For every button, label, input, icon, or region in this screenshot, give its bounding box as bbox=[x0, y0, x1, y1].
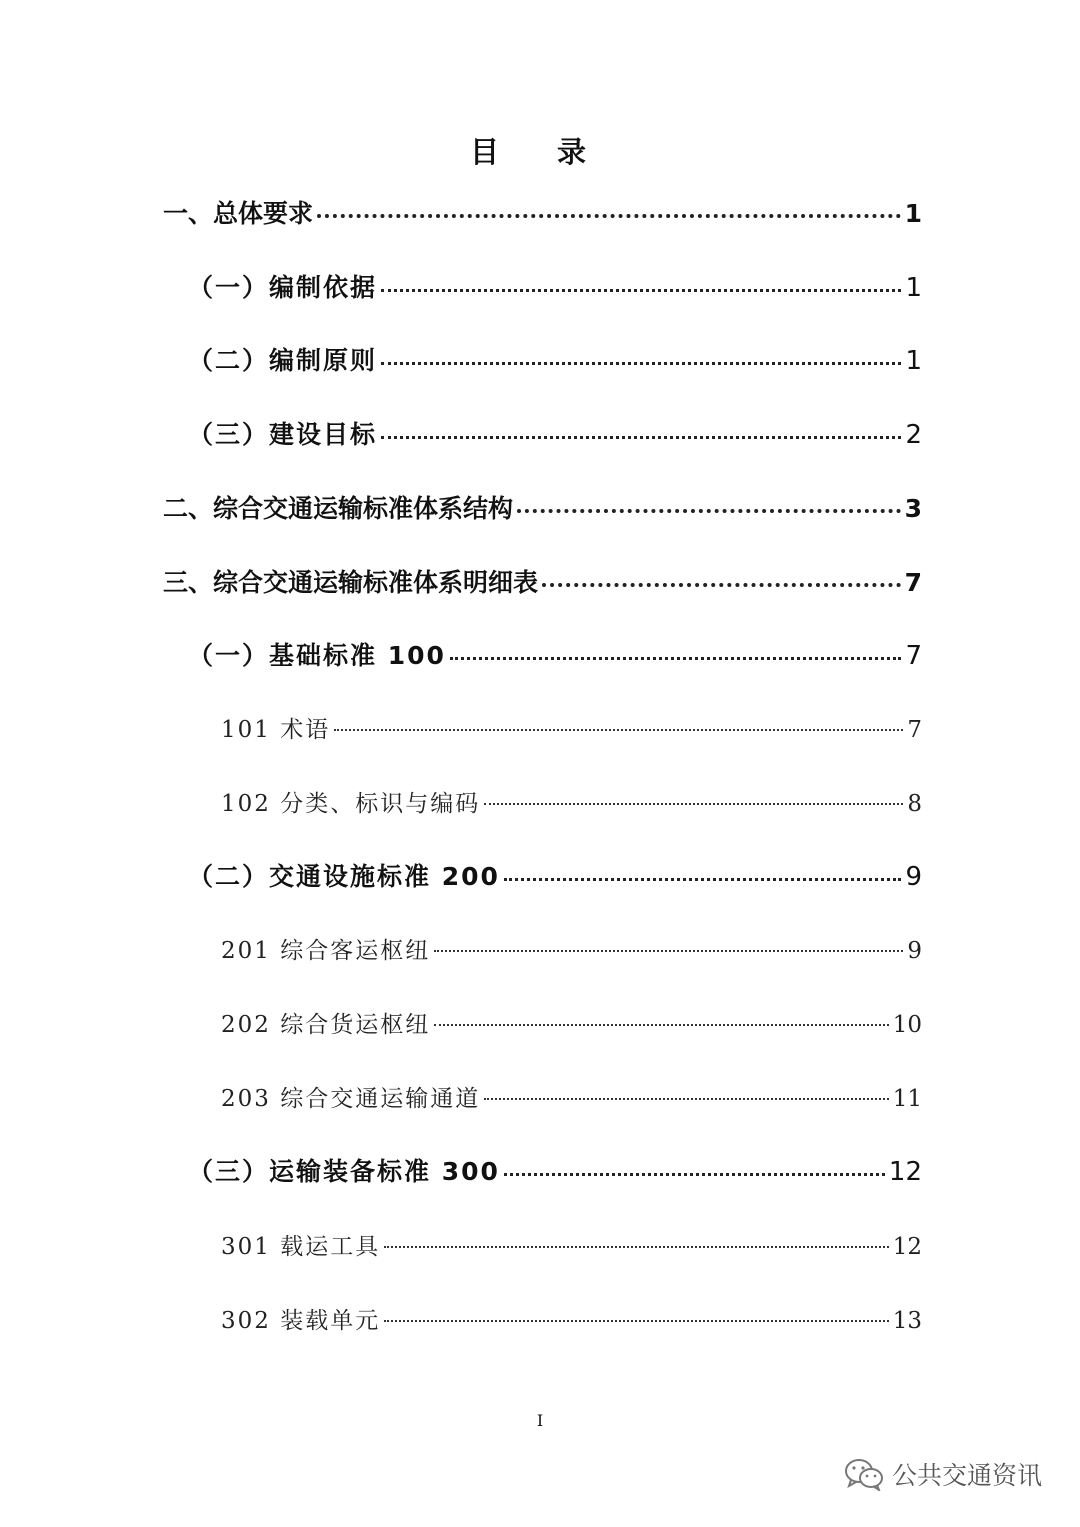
toc-leader bbox=[381, 436, 901, 439]
toc-entry-label: 301 载运工具 bbox=[221, 1234, 381, 1260]
toc-entry[interactable] bbox=[163, 190, 922, 238]
watermark bbox=[844, 1456, 1042, 1492]
toc-entry[interactable] bbox=[163, 485, 922, 533]
footer-page-number: I bbox=[536, 1411, 544, 1430]
toc-entry-page: 11 bbox=[892, 1086, 922, 1112]
toc-leader bbox=[450, 657, 902, 660]
toc-entry[interactable] bbox=[188, 632, 922, 680]
toc-leader bbox=[381, 362, 901, 365]
toc-entry-label: 203 综合交通运输通道 bbox=[221, 1086, 481, 1112]
toc-leader bbox=[317, 214, 901, 218]
toc-entry[interactable] bbox=[188, 1148, 922, 1196]
toc-entry-page: 9 bbox=[907, 938, 922, 964]
page-title: 目 录 bbox=[469, 135, 611, 169]
toc-entry-label: 102 分类、标识与编码 bbox=[221, 791, 481, 817]
toc-entry-page: 7 bbox=[904, 568, 922, 597]
toc-leader bbox=[504, 1173, 885, 1176]
toc-entry-label: 三、综合交通运输标准体系明细表 bbox=[163, 568, 539, 597]
toc-entry-page: 12 bbox=[888, 1157, 922, 1187]
toc-leader bbox=[384, 1246, 889, 1248]
toc-leader bbox=[517, 509, 901, 513]
toc-entry-page: 1 bbox=[905, 273, 922, 303]
toc-leader bbox=[381, 289, 901, 292]
toc-entry-label: 302 装载单元 bbox=[221, 1308, 381, 1334]
toc-entry-page: 7 bbox=[905, 641, 922, 671]
toc-entry-page: 7 bbox=[907, 717, 922, 743]
toc-entry-page: 1 bbox=[904, 199, 922, 228]
toc-leader bbox=[504, 878, 902, 881]
toc-entry-label: （二）编制原则 bbox=[188, 346, 378, 375]
toc-entry-page: 3 bbox=[904, 494, 922, 523]
toc-entry[interactable] bbox=[221, 1223, 922, 1271]
toc-leader bbox=[542, 583, 901, 587]
toc-entry-label: 201 综合客运枢纽 bbox=[221, 938, 431, 964]
toc-leader bbox=[434, 950, 903, 952]
toc-entry-label: （二）交通设施标准 200 bbox=[188, 862, 500, 891]
toc-entry[interactable] bbox=[221, 706, 922, 754]
toc-entry-page: 12 bbox=[892, 1234, 922, 1260]
toc-entry-label: （一）基础标准 100 bbox=[188, 641, 446, 670]
toc-entry[interactable] bbox=[163, 559, 922, 607]
toc-entry-label: 202 综合货运枢纽 bbox=[221, 1012, 431, 1038]
toc-entry[interactable] bbox=[188, 337, 922, 385]
toc-entry-label: 二、综合交通运输标准体系结构 bbox=[163, 494, 514, 523]
toc-entry[interactable] bbox=[221, 1297, 922, 1345]
watermark-text: 公共交通资讯 bbox=[891, 1461, 1042, 1490]
toc-entry-page: 2 bbox=[905, 420, 922, 450]
toc-entry-label: （一）编制依据 bbox=[188, 273, 378, 302]
toc-entry-page: 1 bbox=[905, 346, 922, 376]
toc-leader bbox=[434, 1024, 889, 1026]
toc-entry-page: 9 bbox=[905, 862, 922, 892]
toc-entry-page: 13 bbox=[892, 1308, 922, 1334]
toc-entry-label: 101 术语 bbox=[221, 717, 331, 743]
toc-entry[interactable] bbox=[188, 264, 922, 312]
toc-entry[interactable] bbox=[221, 1001, 922, 1049]
toc-leader bbox=[484, 1098, 889, 1100]
toc-leader bbox=[484, 803, 903, 805]
toc-leader bbox=[384, 1320, 889, 1322]
toc-entry[interactable] bbox=[221, 780, 922, 828]
toc-leader bbox=[334, 729, 903, 731]
toc-entry-label: （三）运输装备标准 300 bbox=[188, 1157, 500, 1186]
toc-entry[interactable] bbox=[221, 927, 922, 975]
wechat-icon bbox=[844, 1457, 884, 1491]
toc-entry-label: 一、总体要求 bbox=[163, 199, 314, 228]
toc-entry-page: 10 bbox=[892, 1012, 922, 1038]
toc-entry[interactable] bbox=[188, 411, 922, 459]
toc-entry[interactable] bbox=[188, 853, 922, 901]
toc-entry[interactable] bbox=[221, 1075, 922, 1123]
toc-entry-label: （三）建设目标 bbox=[188, 420, 378, 449]
toc-entry-page: 8 bbox=[907, 791, 922, 817]
